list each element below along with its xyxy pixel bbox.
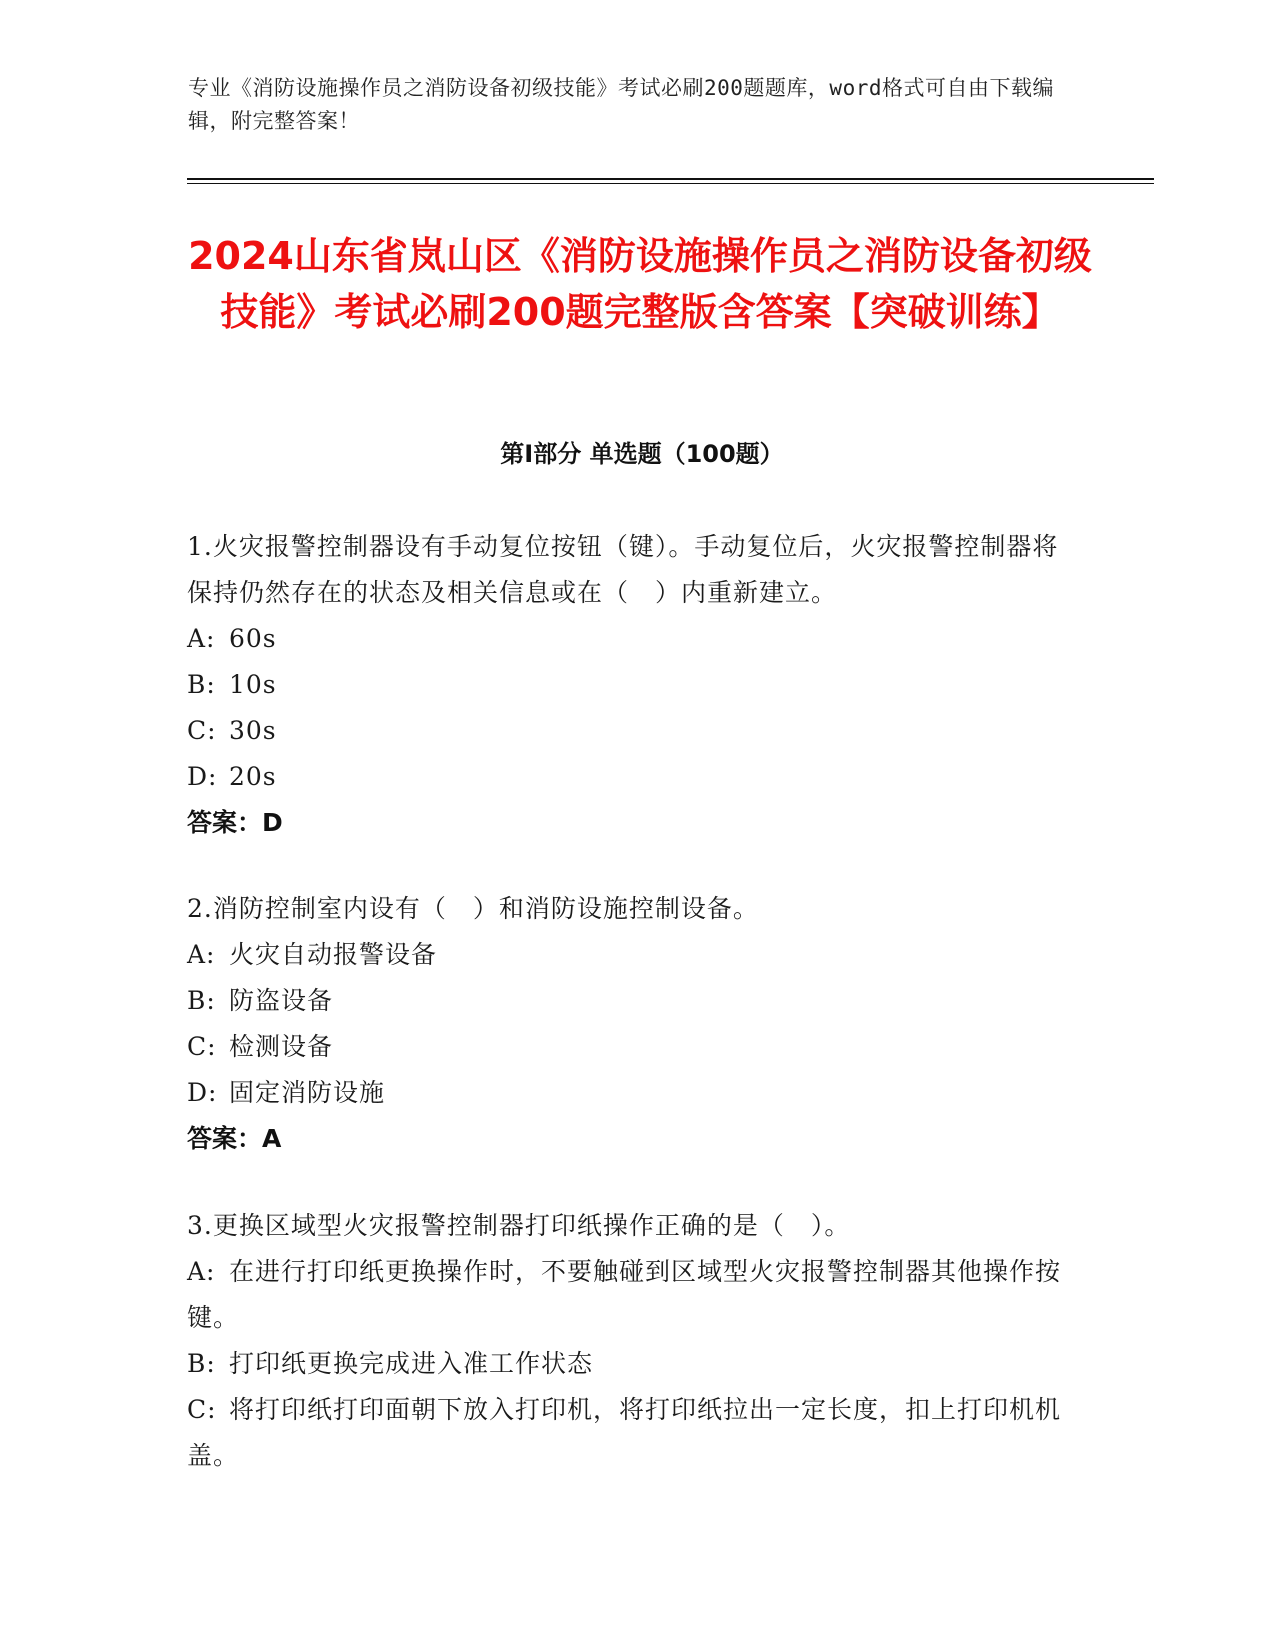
option-text: 20s <box>229 762 277 791</box>
document-title: 2024山东省岚山区《消防设施操作员之消防设备初级技能》考试必刷200题完整版含答案【突破训练】 <box>188 234 1092 334</box>
option-text: 将打印纸打印面朝下放入打印机，将打印纸拉出一定长度，扣上打印机机盖。 <box>187 1395 1062 1470</box>
option-letter: B: <box>187 1349 216 1378</box>
option-c <box>187 1387 1067 1479</box>
header-divider <box>187 178 1154 180</box>
question-2 <box>187 886 1067 1162</box>
option-a <box>187 932 1067 978</box>
question-stem: 3.更换区域型火灾报警控制器打印纸操作正确的是（ ）。 <box>187 1211 851 1240</box>
option-letter: D: <box>187 762 218 791</box>
option-letter: A: <box>187 1257 216 1286</box>
answer: 答案：D <box>187 808 283 837</box>
option-text: 检测设备 <box>229 1032 334 1061</box>
option-text: 火灾自动报警设备 <box>229 940 438 969</box>
header-divider-thin <box>187 183 1154 184</box>
option-d <box>187 1070 1067 1116</box>
option-b <box>187 662 1067 708</box>
option-a <box>187 1249 1067 1341</box>
header-note: 专业《消防设施操作员之消防设备初级技能》考试必刷200题题库，word格式可自由下载编辑，附完整答案！ <box>188 76 1054 133</box>
option-text: 10s <box>229 670 277 699</box>
option-text: 防盗设备 <box>229 986 334 1015</box>
answer: 答案：A <box>187 1124 282 1153</box>
option-letter: B: <box>187 986 216 1015</box>
option-letter: A: <box>187 624 216 653</box>
option-letter: B: <box>187 670 216 699</box>
question-3 <box>187 1203 1067 1479</box>
option-text: 60s <box>229 624 277 653</box>
option-letter: D: <box>187 1078 218 1107</box>
option-a <box>187 616 1067 662</box>
option-c <box>187 1024 1067 1070</box>
option-text: 30s <box>229 716 277 745</box>
option-letter: C: <box>187 716 217 745</box>
option-b <box>187 978 1067 1024</box>
option-b <box>187 1341 1067 1387</box>
option-letter: C: <box>187 1395 217 1424</box>
option-letter: C: <box>187 1032 217 1061</box>
option-text: 在进行打印纸更换操作时，不要触碰到区域型火灾报警控制器其他操作按键。 <box>187 1257 1062 1332</box>
question-1 <box>187 524 1067 846</box>
option-text: 打印纸更换完成进入准工作状态 <box>229 1349 594 1378</box>
question-stem: 1.火灾报警控制器设有手动复位按钮（键）。手动复位后，火灾报警控制器将保持仍然存在的状态及相关信息或在（ ）内重新建立。 <box>187 532 1059 607</box>
option-letter: A: <box>187 940 216 969</box>
section-title: 第Ⅰ部分 单选题（100题） <box>500 440 784 468</box>
question-stem: 2.消防控制室内设有（ ）和消防设施控制设备。 <box>187 894 759 923</box>
option-d <box>187 754 1067 800</box>
option-text: 固定消防设施 <box>229 1078 386 1107</box>
option-c <box>187 708 1067 754</box>
